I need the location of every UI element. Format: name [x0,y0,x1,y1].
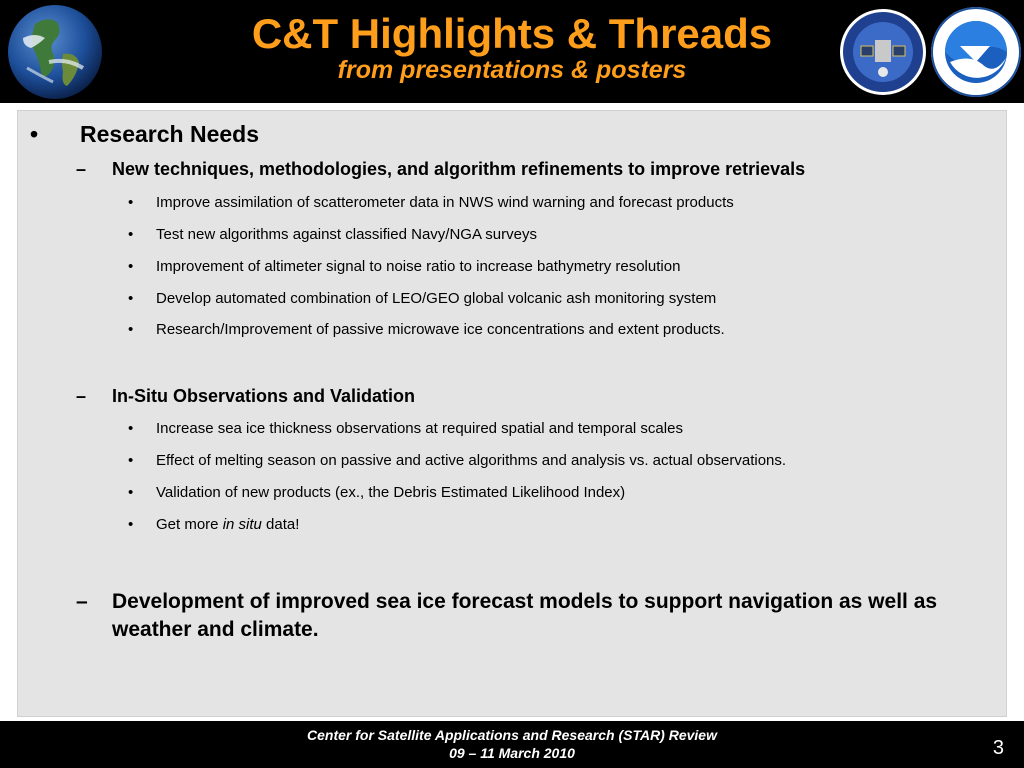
noaa-nesdis-star-logo [839,8,927,96]
section-heading: – New techniques, methodologies, and algorithm refinements to improve retrievals [76,159,806,179]
list-item: • Improvement of altimeter signal to noise ratio to increase bathymetry resolution [128,258,681,275]
bullet-icon: • [128,484,134,501]
dash-icon: – [76,590,88,613]
slide-footer [0,721,1024,768]
noaa-logo [930,6,1022,98]
footer-event-title: Center for Satellite Applications and Research (STAR) Review [307,727,717,743]
section-heading: – In-Situ Observations and Validation [76,386,416,406]
section-heading: – Development of improved sea ice forecast models to support navigation as well as weather and climate. [76,590,938,641]
content-frame [0,103,1024,721]
dash-icon: – [76,159,87,179]
list-item: • Increase sea ice thickness observations at required spatial and temporal scales [128,420,683,437]
list-item: • Develop automated combination of LEO/GEO global volcanic ash monitoring system [128,290,717,307]
research-needs-heading: • Research Needs [30,121,259,147]
list-item: • Get more in situ data! [128,516,300,533]
list-item: • Validation of new products (ex., the Debris Estimated Likelihood Index) [128,484,626,501]
slide-subtitle: from presentations & posters [337,56,687,84]
earth-globe-image [4,2,106,102]
page-number: 3 [992,737,1004,759]
list-item: • Test new algorithms against classified Navy/NGA surveys [128,226,537,243]
list-item: • Research/Improvement of passive microwave ice concentrations and extent products. [128,321,725,338]
slide-title: C&T Highlights & Threads [251,10,773,57]
bullet-icon: • [128,258,134,275]
footer-date: 09 – 11 March 2010 [449,745,575,761]
bullet-icon: • [128,452,134,469]
dash-icon: – [76,386,87,406]
bullet-icon: • [128,194,134,211]
bullet-icon: • [128,420,134,437]
list-item: • Improve assimilation of scatterometer data in NWS wind warning and forecast products [128,194,734,211]
bullet-icon: • [128,226,134,243]
slide-header [0,0,1024,103]
content-panel [17,110,1007,717]
bullet-icon: • [128,290,134,307]
bullet-icon: • [30,121,39,147]
bullet-icon: • [128,321,134,338]
list-item: • Effect of melting season on passive and active algorithms and analysis vs. actual observations. [128,452,787,469]
bullet-icon: • [128,516,134,533]
